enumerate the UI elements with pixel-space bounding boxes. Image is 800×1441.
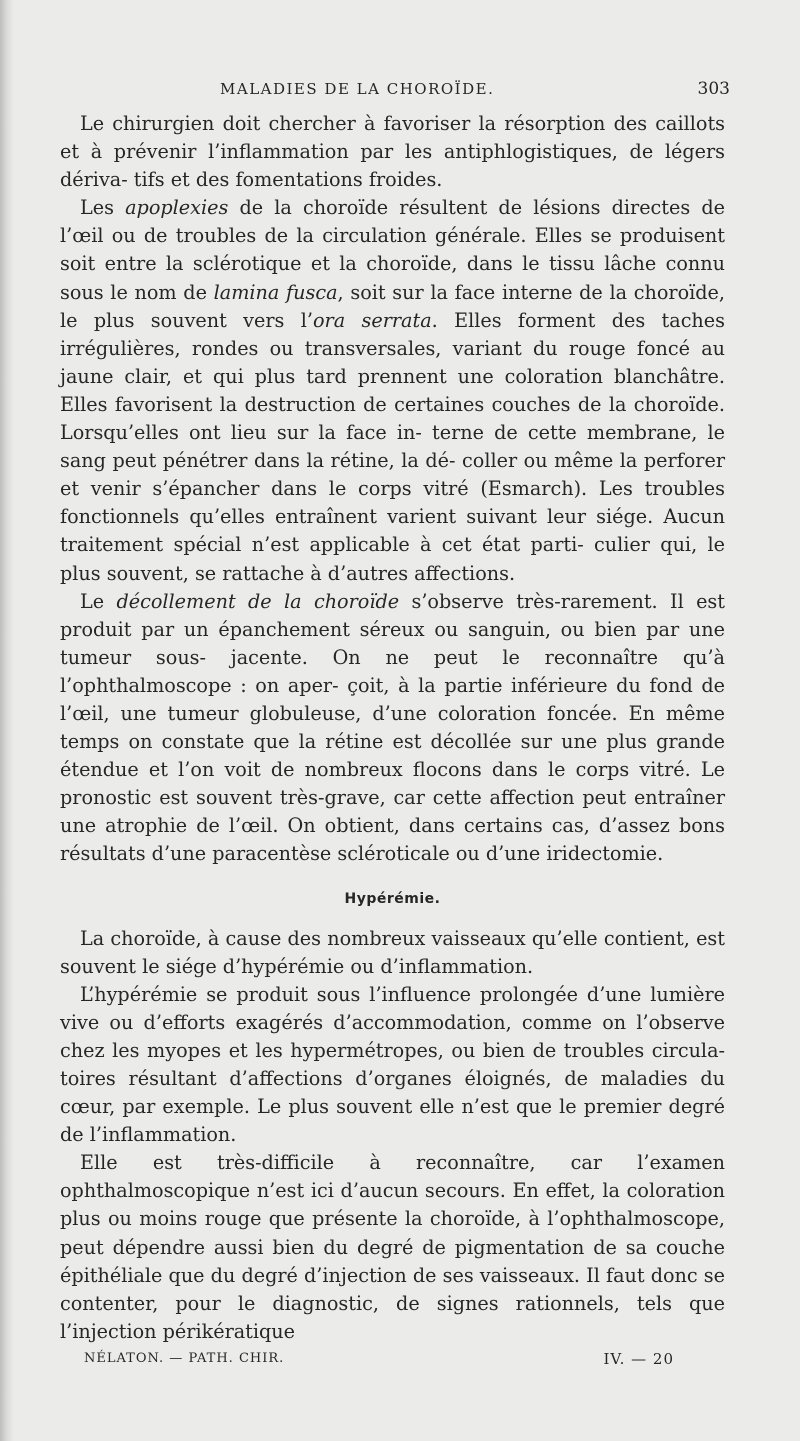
paragraph [60,981,725,1150]
signature-line [84,1348,674,1370]
running-head [60,76,730,102]
paragraph [60,588,725,869]
section-heading: Hypérémie. [344,890,441,907]
paragraph-group-before-heading [60,110,725,869]
paragraph [60,194,725,587]
italic-term: ora serrata [312,308,432,332]
paragraph [60,1149,725,1346]
signature-mark: NÉLATON. — PATH. CHIR. [84,1351,285,1366]
text-run: Le chirurgien doit chercher à favoriser la résorption des caillots et à prévenir l’inflammation par les antiphlogistiques, de légers dériva- tifs et des fomentations froides. [60,112,725,192]
text-run: . Elles forment des taches irrégulières, rondes ou transversales, variant du rouge foncé au jaune clair, et qui plus tard prennent une coloration blanchâtre. Elles favorisent la destruction de certaines couches de la choroïde. Lorsqu’elles ont lieu sur la face in- terne de cette membrane, le sang peut pénétrer dans la rétine, la dé- coller ou même la perforer et venir s’épancher dans le corps vitré (Esmarch). Les troubles fonctionnels qu’elles entraînent varient suivant leur siége. Aucun traitement spécial n’est applicable à cet état parti- culier qui, le plus souvent, se rattache à d’autres affections. [60,308,725,585]
italic-term: apoplexies [125,196,229,220]
italic-term: lamina fusca [213,280,338,304]
paragraph [60,110,725,194]
text-run: Les [80,196,126,220]
paragraph [60,925,725,981]
text-run: Elle est très-difficile à reconnaître, car l’examen ophthalmoscopique n’est ici d’aucun secours. En effet, la coloration plus ou moins rouge que présente la choroïde, à l’ophthalmoscope, peut dépendre aussi bien du degré de pigmentation de sa couche épithéliale que du degré d’injection de ses vaisseaux. Il faut donc se contenter, pour le diagnostic, de signes rationnels, tels que l’injection périkératique [60,1151,725,1343]
page-number: 303 [697,79,730,99]
text-run: s’observe très-rarement. Il est produit par un épanchement séreux ou sanguin, ou bien par une tumeur sous- jacente. On ne peut le reconnaître qu’à l’ophthalmoscope : on aper- çoit, à la partie inférieure du fond de l’œil, une tumeur globuleuse, d’une coloration foncée. En même temps on constate que la rétine est décollée sur une plus grande étendue et l’on voit de nombreux flocons dans le corps vitré. Le pronostic est souvent très-grave, car cette affection peut entraîner une atrophie de l’œil. On obtient, dans certains cas, d’assez bons résultats d’une paracentèse scléroticale ou d’une iridectomie. [60,589,725,866]
text-run: La choroïde, à cause des nombreux vaisseaux qu’elle contient, est souvent le siége d’hypérémie ou d’inflammation. [60,926,725,978]
text-run: de la choroïde résultent de lésions directes de l’œil ou de troubles de la circulation générale. Elles se produisent soit entre la sclérotique et la choroïde, dans le tissu lâche connu sous le nom de [60,196,725,304]
running-title: MALADIES DE LA CHOROÏDE. [220,80,495,98]
text-run: , soit sur la face interne de la choroïde, le plus souvent vers l’ [60,280,725,332]
text-run: Le [80,589,117,613]
italic-term: décollement de la choroïde [116,589,400,613]
paragraph-group-after-heading [60,925,725,1346]
body-text [60,110,725,1346]
text-run: L’hypérémie se produit sous l’influence prolongée d’une lumière vive ou d’efforts exagérés d’accommodation, comme on l’observe chez les myopes et les hypermétropes, ou bien de troubles circula- toires résultant d’affections d’organes éloignés, de maladies du cœur, par exemple. Le plus souvent elle n’est que le premier degré de l’inflammation. [60,982,725,1147]
sheet-number: IV. — 20 [603,1350,674,1368]
